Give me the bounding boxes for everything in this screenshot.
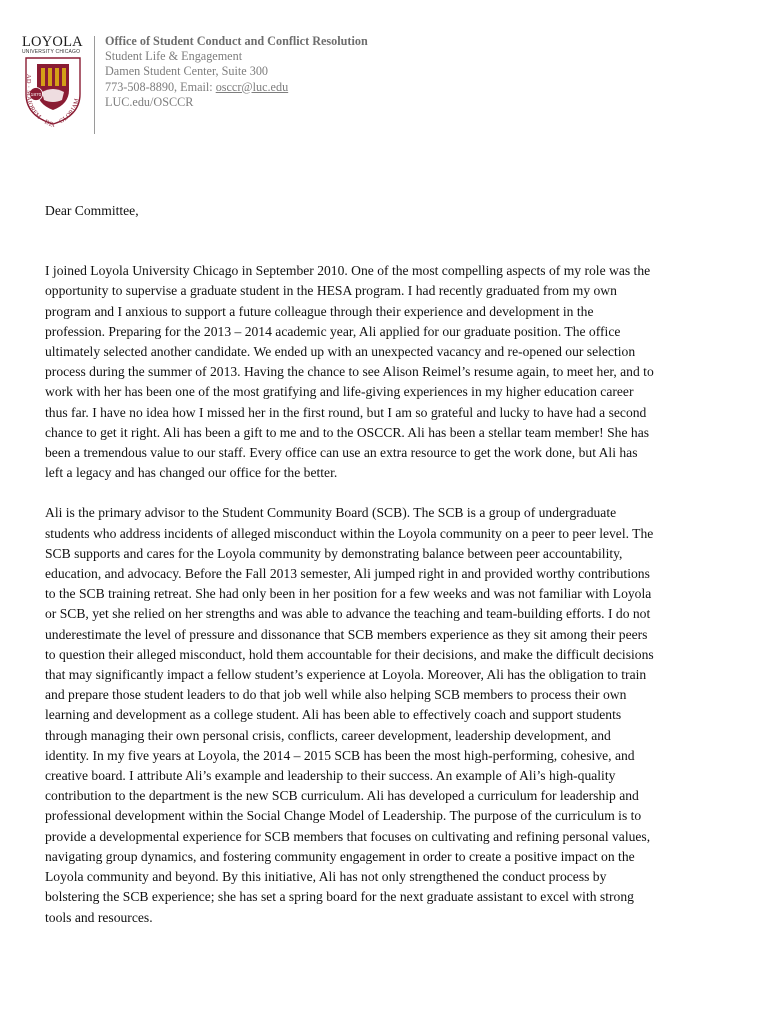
logo-name: LOYOLA xyxy=(22,34,83,50)
letterhead xyxy=(22,34,442,144)
seal-stripe-left xyxy=(41,68,45,86)
paragraph-line: program and I anxious to support a future colleague through their experience and development in the xyxy=(45,303,594,319)
loyola-logo xyxy=(22,34,88,144)
seal-stripe-right xyxy=(55,68,59,86)
paragraph-line: ultimately selected another candidate. We ended up with an unexpected vacancy and re-opened our selection xyxy=(45,344,636,360)
paragraph-line: or SCB, yet she relied on her strengths and was able to advance the teaching and team-building efforts. I do not xyxy=(45,606,651,622)
paragraph-line: creative board. I attribute Ali’s example and leadership to their success. An example of Ali’s high-quality xyxy=(45,768,616,784)
office-website[interactable]: LUC.edu/OSCCR xyxy=(105,94,194,109)
paragraph-line: I joined Loyola University Chicago in September 2010. One of the most compelling aspects of my role was the xyxy=(45,263,651,279)
paragraph-line: professional development within the Social Change Model of Leadership. The purpose of the curriculum is to xyxy=(45,808,642,824)
paragraph-line: profession. Preparing for the 2013 – 2014 academic year, Ali applied for our graduate position. The office xyxy=(45,323,621,339)
paragraph-line: thus far. I have no idea how I missed her in the first round, but I am so grateful and lucky to have had a second xyxy=(45,404,647,420)
paragraph-line: process during the summer of 2013. Having the chance to see Alison Reimel’s resume again, to meet her, and to xyxy=(45,364,654,380)
seal-wolves xyxy=(42,89,64,102)
paragraph-line: work with her has been one of the most gratifying and life-giving experiences in my higher education career xyxy=(45,384,634,400)
paragraph-line: students who address incidents of alleged misconduct within the Loyola community on a peer to peer level. The xyxy=(45,525,654,541)
paragraph-1 xyxy=(45,261,735,483)
seal-year: 1870 xyxy=(30,93,42,98)
paragraph-line: to question their alleged misconduct, hold them accountable for their decisions, and make the difficult decisions xyxy=(45,646,654,662)
seal-stripe-far xyxy=(62,68,66,86)
paragraph-line: and prepare those student leaders to do that job well while also helping SCB members to process their own xyxy=(45,687,627,703)
office-address: Damen Student Center, Suite 300 xyxy=(105,64,269,79)
paragraph-line: opportunity to supervise a graduate student in the HESA program. I had recently graduated from my own xyxy=(45,283,617,299)
seal-motto: AD · MAIOREM · DEI · GLORIAM xyxy=(24,74,81,129)
paragraph-line: Ali is the primary advisor to the Student Community Board (SCB). The SCB is a group of undergraduate xyxy=(45,505,617,521)
paragraph-line: left a legacy and has changed our office for the better. xyxy=(45,465,338,481)
logo-subtitle: UNIVERSITY CHICAGO xyxy=(22,49,81,55)
department-name: Student Life & Engagement xyxy=(105,49,243,64)
paragraph-line: tools and resources. xyxy=(45,909,153,925)
letterhead-divider xyxy=(94,36,95,134)
paragraph-line: education, and advocacy. Before the Fall 2013 semester, Ali jumped right in and provided worthy contributions xyxy=(45,566,650,582)
salutation: Dear Committee, xyxy=(45,203,139,218)
paragraph-line: through managing their own personal crisis, conflicts, career development, leadership development, and xyxy=(45,727,611,743)
paragraph-line: Loyola community and beyond. By this initiative, Ali has not only strengthened the conduct process by xyxy=(45,869,607,885)
loyola-seal-icon xyxy=(22,54,84,136)
phone-email-line xyxy=(105,80,368,95)
paragraph-line: learning and development as a college student. Ali has been able to effectively coach and support students xyxy=(45,707,622,723)
paragraph-line: navigating group dynamics, and fostering community engagement in order to create a positive impact on the xyxy=(45,848,635,864)
paragraph-line: that may significantly impact a fellow student’s experience at Loyola. Moreover, Ali has the obligation to train xyxy=(45,667,647,683)
paragraph-line: contribution to the department is the new SCB curriculum. Ali has developed a curriculum for leadership and xyxy=(45,788,639,804)
seal-stripe-mid xyxy=(48,68,52,86)
paragraph-line: chance to get it right. Ali has been a gift to me and to the OSCCR. Ali has been a stellar team member! She has xyxy=(45,424,650,440)
phone-email-prefix: 773-508-8890, Email: xyxy=(105,79,216,94)
office-contact-block xyxy=(105,34,368,110)
paragraph-2 xyxy=(45,503,735,927)
paragraph-line: provide a developmental experience for SCB members that focuses on cultivating and refining personal values, xyxy=(45,828,651,844)
letter-body xyxy=(45,201,735,948)
office-name: Office of Student Conduct and Conflict Resolution xyxy=(105,34,368,48)
paragraph-line: to the SCB training retreat. She had only been in her position for a few weeks and was not familiar with Loyola xyxy=(45,586,652,602)
paragraph-line: SCB supports and cares for the Loyola community by demonstrating balance between peer accountability, xyxy=(45,545,623,561)
paragraph-line: underestimate the level of pressure and dissonance that SCB members experience as they sit among their peers xyxy=(45,626,648,642)
paragraph-line: identity. In my five years at Loyola, the 2014 – 2015 SCB has been the most high-performing, cohesive, and xyxy=(45,747,635,763)
paragraph-line: been a tremendous value to our staff. Every office can use an extra resource to get the work done, but Ali has xyxy=(45,445,638,461)
email-link[interactable]: osccr@luc.edu xyxy=(215,79,289,94)
paragraph-line: bolstering the SCB experience; she has set a spring board for the next graduate assistant to excel with strong xyxy=(45,889,634,905)
